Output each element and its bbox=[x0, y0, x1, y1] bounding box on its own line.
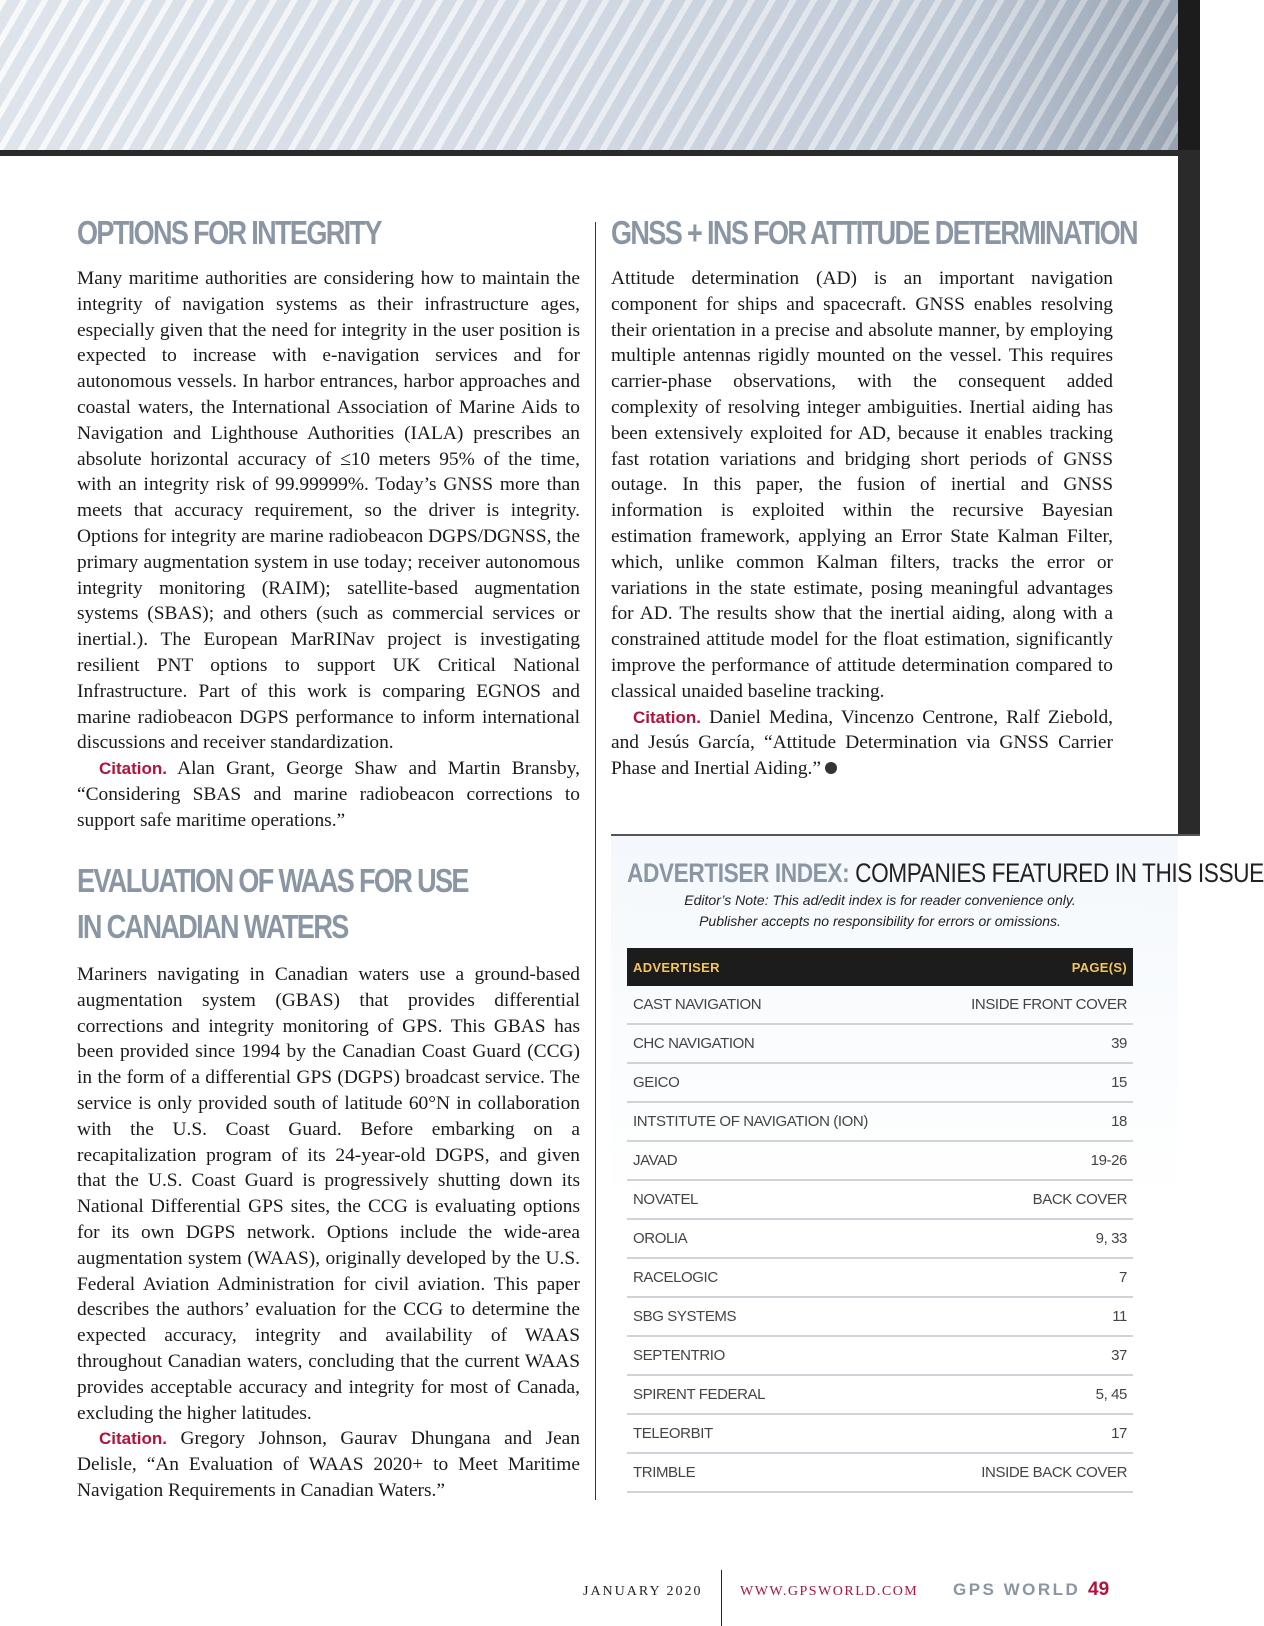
advertiser-name: NOVATEL bbox=[627, 1180, 928, 1219]
body-text: Attitude determination (AD) is an important navigation component for ships and spacecraft. GNSS enables resolving their orientation in a precise and absolute manner, by employing multiple antennas rigidly mounted on the vessel. This requires carrier-phase observations, with the consequent added complexity of resolving integer ambiguities. Inertial aiding has been extensively exploited for AD, because it enables tracking fast rotation variations and bridging short periods of GNSS outage. In this paper, the fusion of inertial and GNSS information is exploited within the recursive Bayesian estimation framework, applying an Error State Kalman Filter, which, unlike common Kalman filters, tracks the error or variations in the state estimate, posing meaningful advantages for AD. The results show that the inertial aiding, along with a constrained attitude model for the float estimation, significantly improve the performance of attitude determination compared to classical unaided baseline tracking. bbox=[611, 268, 1113, 702]
table-row bbox=[627, 1141, 1133, 1180]
body-text: Many maritime authorities are considering how to maintain the integrity of navigation systems as their infrastructure ages, especially given that the need for integrity in the user position is expected to increase with e-navigation services and for autonomous vessels. In harbor entrances, harbor approaches and coastal waters, the International Association of Marine Aids to Navigation and Lighthouse Authorities (IALA) prescribes an absolute horizontal accuracy of ≤10 meters 95% of the time, with an integrity risk of 99.99999%. Today’s GNSS more than meets that accuracy requirement, so the driver is integrity. Options for integrity are marine radiobeacon DGPS/DGNSS, the primary augmentation system in use today; receiver autonomous integrity monitoring (RAIM); satellite-based augmentation systems (SBAS); and others (such as commercial services or inertial.). The European MarRINav project is investigating resilient PNT options to support UK Critical National Infrastructure. Part of this work is comparing EGNOS and marine radiobeacon DGPS performance to inform international discussions and receiver standardization. bbox=[77, 268, 580, 754]
advertiser-pages: BACK COVER bbox=[928, 1180, 1133, 1219]
heading-line-1: EVALUATION OF WAAS FOR USE bbox=[77, 862, 468, 899]
column-divider bbox=[595, 222, 596, 1500]
heading-line-2: IN CANADIAN WATERS bbox=[77, 908, 348, 945]
advertiser-index-rule bbox=[611, 834, 1200, 836]
magazine-name: GPS WORLD bbox=[953, 1580, 1081, 1599]
footer-separator bbox=[721, 1570, 722, 1626]
advertiser-pages: 37 bbox=[928, 1336, 1133, 1375]
table-row bbox=[627, 1102, 1133, 1141]
advertiser-name: TELEORBIT bbox=[627, 1414, 928, 1453]
section-heading: OPTIONS FOR INTEGRITY bbox=[77, 214, 381, 251]
advertiser-pages: 11 bbox=[928, 1297, 1133, 1336]
advertiser-name: RACELOGIC bbox=[627, 1258, 928, 1297]
citation-label: Citation. bbox=[99, 759, 167, 779]
page-footer bbox=[0, 1560, 1200, 1626]
advertiser-pages: 5, 45 bbox=[928, 1375, 1133, 1414]
advertiser-name: CHC NAVIGATION bbox=[627, 1024, 928, 1063]
table-row bbox=[627, 1180, 1133, 1219]
table-row bbox=[627, 1063, 1133, 1102]
advertiser-pages: INSIDE FRONT COVER bbox=[928, 986, 1133, 1024]
column-header-pages: PAGE(S) bbox=[928, 948, 1133, 986]
advertiser-index-title bbox=[627, 856, 1264, 890]
citation-text: Daniel Medina, Vincenzo Centrone, Ralf Ziebold, and Jesús García, “Attitude Determination via GNSS Carrier Phase and Inertial Aiding.” bbox=[611, 706, 1113, 780]
table-row bbox=[627, 1375, 1133, 1414]
website-link[interactable]: WWW.GPSWORLD.COM bbox=[740, 1584, 919, 1599]
header-banner-image bbox=[0, 0, 1200, 150]
advertiser-table bbox=[627, 948, 1133, 1493]
advertiser-name: GEICO bbox=[627, 1063, 928, 1102]
table-row bbox=[627, 1336, 1133, 1375]
advertiser-name: SEPTENTRIO bbox=[627, 1336, 928, 1375]
citation-text: Alan Grant, George Shaw and Martin Bransby, “Considering SBAS and marine radiobeacon corrections to support safe maritime operations.” bbox=[77, 758, 580, 831]
advertiser-pages: 39 bbox=[928, 1024, 1133, 1063]
section-options-for-integrity bbox=[77, 210, 580, 834]
advertiser-index-subtitle: COMPANIES FEATURED IN THIS ISSUE bbox=[855, 858, 1264, 888]
section-body bbox=[77, 962, 580, 1504]
section-evaluation-of-waas bbox=[77, 858, 580, 1504]
section-body bbox=[611, 266, 1113, 782]
advertiser-pages: 19-26 bbox=[928, 1141, 1133, 1180]
section-body bbox=[77, 266, 580, 834]
citation-label: Citation. bbox=[633, 707, 701, 727]
table-header-row bbox=[627, 948, 1133, 986]
table-row bbox=[627, 1297, 1133, 1336]
advertiser-name: INTSTITUTE OF NAVIGATION (ION) bbox=[627, 1102, 928, 1141]
table-row bbox=[627, 1258, 1133, 1297]
section-heading bbox=[77, 858, 489, 950]
advertiser-name: SBG SYSTEMS bbox=[627, 1297, 928, 1336]
header-rule bbox=[0, 150, 1200, 156]
advertiser-name: SPIRENT FEDERAL bbox=[627, 1375, 928, 1414]
advertiser-pages: 9, 33 bbox=[928, 1219, 1133, 1258]
issue-date: JANUARY 2020 bbox=[583, 1584, 703, 1599]
section-heading: GNSS + INS FOR ATTITUDE DETERMINATION bbox=[611, 214, 1137, 251]
section-gnss-ins-attitude bbox=[611, 210, 1137, 782]
page-number: 49 bbox=[1088, 1579, 1110, 1600]
editors-note bbox=[627, 890, 1133, 932]
table-row bbox=[627, 1024, 1133, 1063]
advertiser-name: TRIMBLE bbox=[627, 1453, 928, 1492]
body-text: Mariners navigating in Canadian waters use a ground-based augmentation system (GBAS) that provides differential corrections and integrity monitoring of GPS. This GBAS has been provided since 1994 by the Canadian Coast Guard (CCG) in the form of a differential GPS (DGPS) broadcast service. The service is only provided south of latitude 60°N in collaboration with the U.S. Coast Guard. Before embarking on a recapitalization program of its 24-year-old DGPS, and given that the U.S. Coast Guard is progressively shutting down its National Differential GPS sites, the CCG is evaluating options for its own DGPS network. Options include the wide-area augmentation system (WAAS), originally developed by the U.S. Federal Aviation Administration for civil aviation. This paper describes the authors’ evaluation for the CCG to determine the expected accuracy, integrity and availability of WAAS throughout Canadian waters, concluding that the current WAAS provides acceptable accuracy and integrity for most of Canada, excluding the higher latitudes. bbox=[77, 964, 580, 1424]
editors-note-line-2: Publisher accepts no responsibility for errors or omissions. bbox=[699, 913, 1061, 929]
advertiser-pages: 18 bbox=[928, 1102, 1133, 1141]
table-row bbox=[627, 1414, 1133, 1453]
editors-note-line-1: Editor’s Note: This ad/edit index is for reader convenience only. bbox=[684, 892, 1076, 908]
advertiser-name: CAST NAVIGATION bbox=[627, 986, 928, 1024]
citation-text: Gregory Johnson, Gaurav Dhungana and Jean Delisle, “An Evaluation of WAAS 2020+ to Meet Maritime Navigation Requirements in Canadian Waters.” bbox=[77, 1428, 580, 1501]
table-row bbox=[627, 1453, 1133, 1492]
page-edge-bar-top bbox=[1178, 0, 1200, 150]
advertiser-pages: 7 bbox=[928, 1258, 1133, 1297]
table-row bbox=[627, 986, 1133, 1024]
column-header-advertiser: ADVERTISER bbox=[627, 948, 928, 986]
advertiser-table-body bbox=[627, 986, 1133, 1492]
advertiser-index-label: ADVERTISER INDEX: bbox=[627, 858, 850, 888]
citation-label: Citation. bbox=[99, 1429, 167, 1449]
table-row bbox=[627, 1219, 1133, 1258]
advertiser-pages: 17 bbox=[928, 1414, 1133, 1453]
globe-icon bbox=[825, 762, 837, 774]
advertiser-name: OROLIA bbox=[627, 1219, 928, 1258]
advertiser-name: JAVAD bbox=[627, 1141, 928, 1180]
advertiser-pages: 15 bbox=[928, 1063, 1133, 1102]
advertiser-pages: INSIDE BACK COVER bbox=[928, 1453, 1133, 1492]
